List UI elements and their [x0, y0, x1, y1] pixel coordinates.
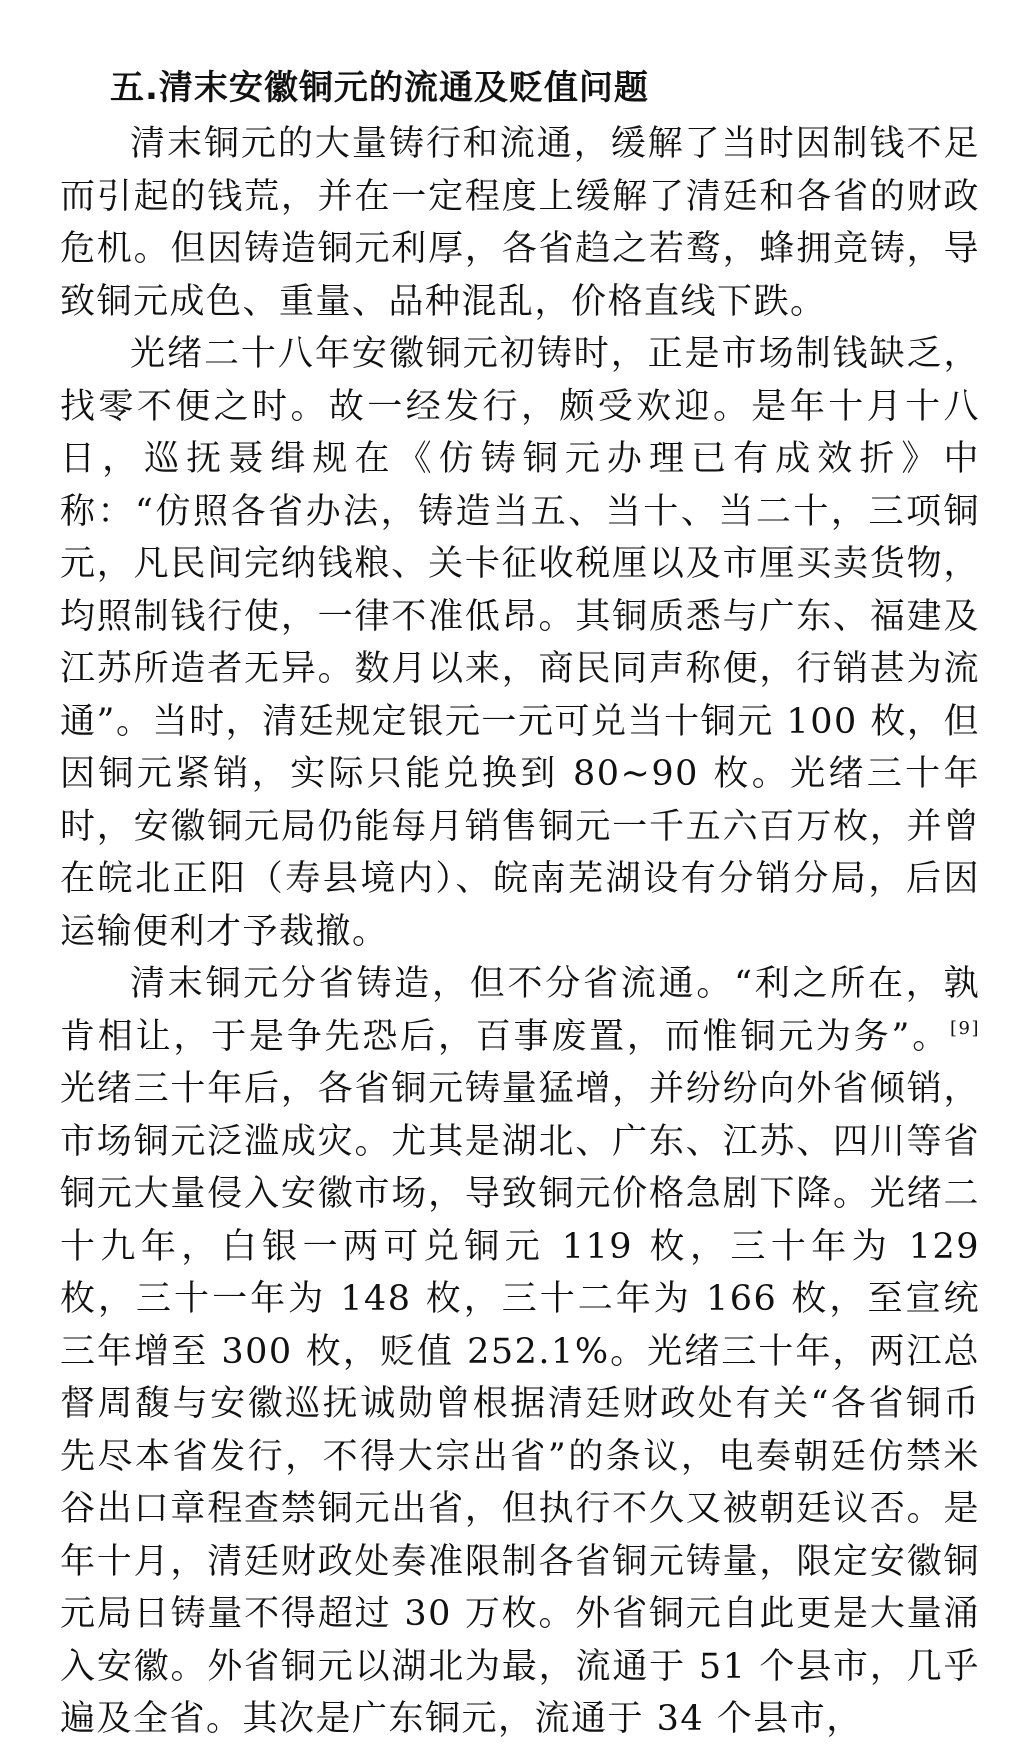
paragraph-2: 光绪二十八年安徽铜元初铸时，正是市场制钱缺乏，找零不便之时。故一经发行，颇受欢迎。是年十月十八日，巡抚聂缉规在《仿铸铜元办理已有成效折》中称：“仿照各省办法，铸造当五、当十、当二十，三项铜元，凡民间完纳钱粮、关卡征收税厘以及市厘买卖货物，均照制钱行使，一律不准低昂。其铜质悉与广东、福建及江苏所造者无异。数月以来，商民同声称便，行销甚为流通”。当时，清廷规定银元一元可兑当十铜元 100 枚，但因铜元紧销，实际只能兑换到 80~90 枚。光绪三十年时，安徽铜元局仍能每月销售铜元一千五六百万枚，并曾在皖北正阳（寿县境内）、皖南芜湖设有分销分局，后因运输便利才予裁撤。: [60, 334, 980, 952]
paragraph-3-text-after-note: 光绪三十年后，各省铜元铸量猛增，并纷纷向外省倾销，市场铜元泛滥成灾。尤其是湖北、广东、江苏、四川等省铜元大量侵入安徽市场，导致铜元价格急剧下降。光绪二十九年，白银一两可兑铜元 119 枚，三十年为 129 枚，三十一年为 148 枚，三十二年为 166 枚，至宣统三年增至 300 枚，贬值 252.1%。光绪三十年，两江总督周馥与安徽巡抚诚勋曾根据清廷财政处有关“各省铜币先尽本省发行，不得大宗出省”的条议，电奏朝廷仿禁米谷出口章程查禁铜元出省，但执行不久又被朝廷议否。是年十月，清廷财政处奏准限制各省铜元铸量，限定安徽铜元局日铸量不得超过 30 万枚。外省铜元自此更是大量涌入安徽。外省铜元以湖北为最，流通于 51 个县市，几乎遍及全省。其次是广东铜元，流通于 34 个县市，: [60, 1069, 980, 1739]
citation-marker: [9]: [950, 1017, 980, 1039]
paragraph-1: 清末铜元的大量铸行和流通，缓解了当时因制钱不足而引起的钱荒，并在一定程度上缓解了清廷和各省的财政危机。但因铸造铜元利厚，各省趋之若鹜，蜂拥竞铸，导致铜元成色、重量、品种混乱，价格直线下跌。: [60, 124, 980, 322]
body-text: [60, 118, 980, 1746]
paragraph-3-text-before-note: 清末铜元分省铸造，但不分省流通。“利之所在，孰肯相让，于是争先恐后，百事废置，而惟铜元为务”。: [60, 964, 980, 1057]
section-title: 五.清末安徽铜元的流通及贬值问题: [110, 68, 649, 108]
paragraph-3: [60, 958, 980, 1746]
